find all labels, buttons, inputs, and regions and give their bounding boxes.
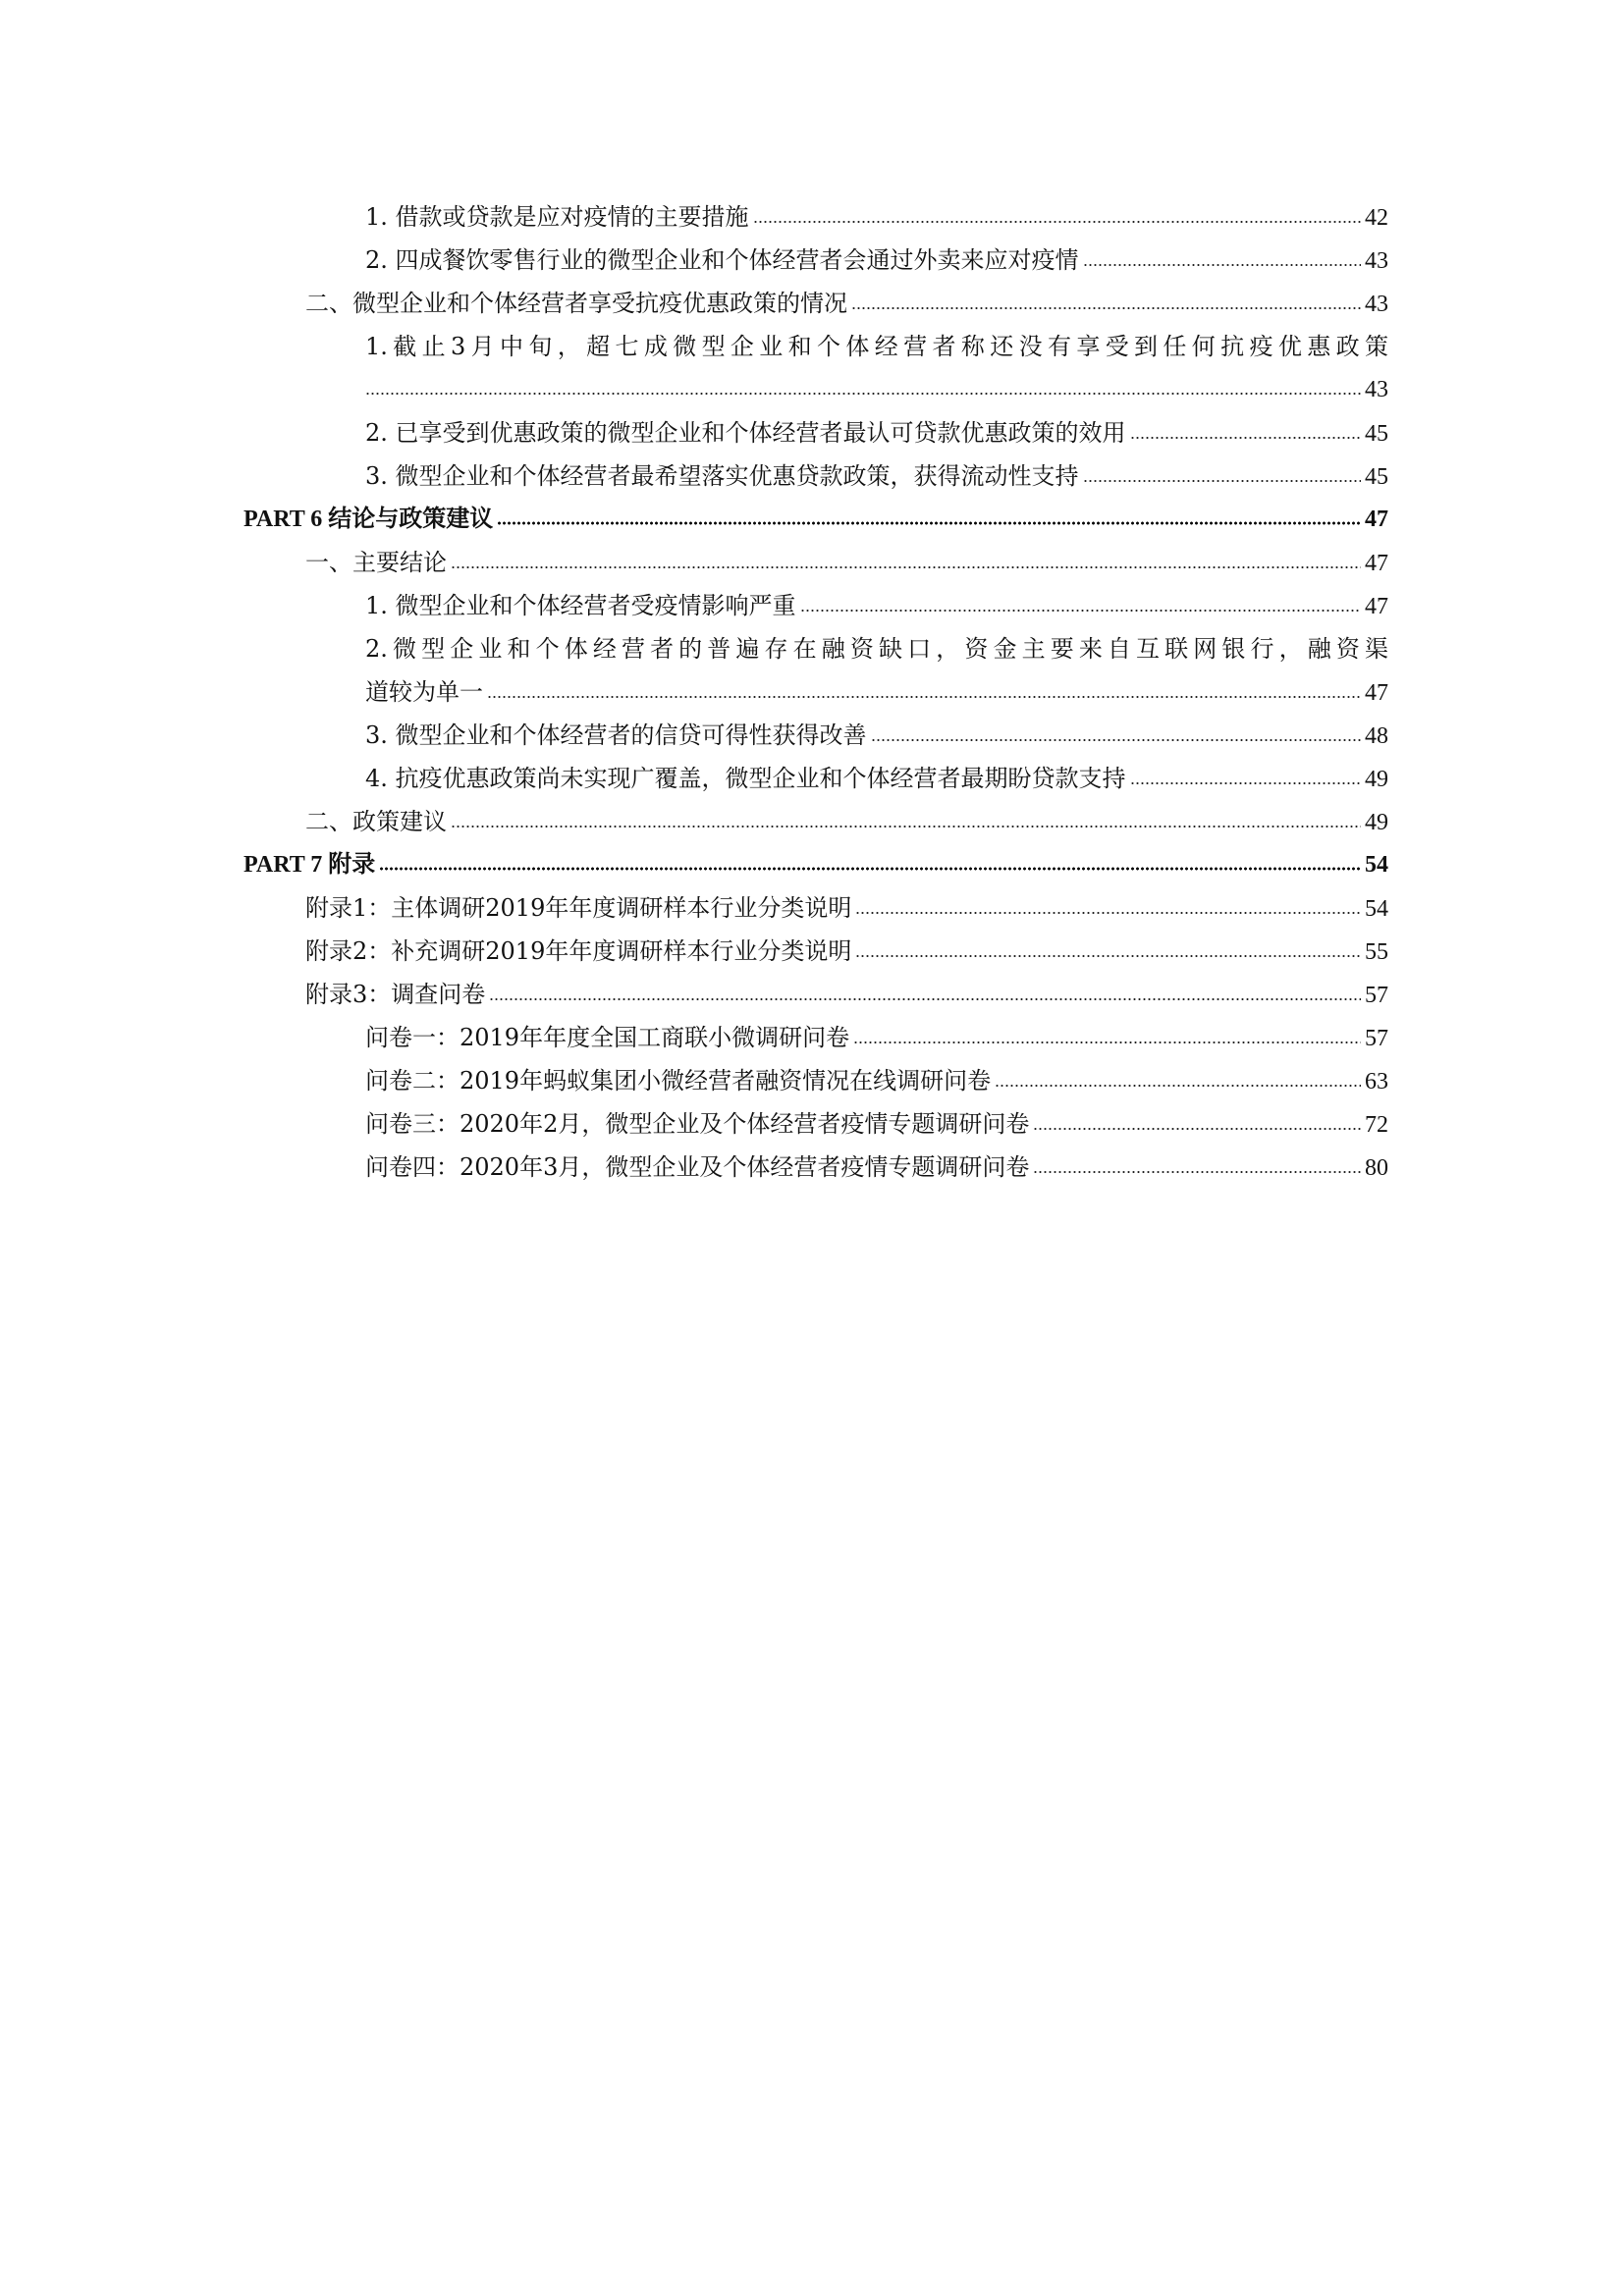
- toc-entry-title: 2. 四成餐饮零售行业的微型企业和个体经营者会通过外卖来应对疫情: [365, 246, 1079, 274]
- toc-part-entry[interactable]: [244, 500, 1388, 539]
- toc-entry-page: 54: [1365, 896, 1388, 922]
- leader-dots: [1083, 478, 1361, 484]
- leader-dots: [800, 608, 1361, 614]
- leader-dots: [487, 694, 1361, 700]
- toc-entry[interactable]: [305, 802, 1388, 841]
- toc-entry-title: 二、微型企业和个体经营者享受抗疫优惠政策的情况: [305, 290, 847, 317]
- toc-entry-page: 47: [1365, 594, 1388, 619]
- toc-entry-page: 54: [1365, 852, 1388, 878]
- toc-entry-page: 48: [1365, 723, 1388, 749]
- toc-entry-page: 43: [1365, 248, 1388, 274]
- toc-entry[interactable]: [365, 586, 1388, 625]
- toc-entry-continuation[interactable]: [365, 672, 1388, 712]
- toc-entry-title: 2.微型企业和个体经营者的普遍存在融资缺口，资金主要来自互联网银行，融资渠: [365, 635, 1388, 663]
- toc-entry-page: 55: [1365, 939, 1388, 965]
- leader-dots: [855, 953, 1361, 959]
- leader-dots: [1033, 1126, 1361, 1132]
- toc-part-entry[interactable]: [244, 845, 1388, 884]
- toc-entry[interactable]: [365, 240, 1388, 280]
- toc-entry[interactable]: [365, 1104, 1388, 1144]
- toc-entry-title: PART 7 附录: [244, 852, 376, 878]
- toc-entry[interactable]: [365, 197, 1388, 237]
- leader-dots: [851, 305, 1361, 311]
- toc-entry-page: 57: [1365, 983, 1388, 1008]
- leader-dots: [1130, 780, 1361, 786]
- leader-dots: [451, 564, 1361, 570]
- toc-entry-title: 问卷四：2020年3月，微型企业及个体经营者疫情专题调研问卷: [365, 1153, 1030, 1181]
- toc-entry-title: 1. 微型企业和个体经营者受疫情影响严重: [365, 592, 796, 619]
- toc-entry-title: PART 6 结论与政策建议: [244, 507, 494, 532]
- toc-entry-page: 63: [1365, 1069, 1388, 1095]
- toc-entry-title: 道较为单一: [365, 678, 483, 706]
- toc-entry[interactable]: [365, 413, 1388, 453]
- toc-entry-title: 附录3：调查问卷: [305, 981, 486, 1008]
- toc-entry-page: 49: [1365, 810, 1388, 835]
- toc-entry[interactable]: [365, 759, 1388, 798]
- toc-entry[interactable]: [305, 543, 1388, 582]
- toc-entry-title: 3. 微型企业和个体经营者最希望落实优惠贷款政策，获得流动性支持: [365, 462, 1079, 490]
- toc-entry-page: 47: [1365, 507, 1388, 532]
- toc-entry-page: 43: [1365, 292, 1388, 317]
- toc-entry[interactable]: [305, 284, 1388, 323]
- toc-entry-page: 45: [1365, 421, 1388, 447]
- toc-entry-page: 57: [1365, 1026, 1388, 1051]
- toc-entry-title: 一、主要结论: [305, 549, 447, 576]
- toc-entry-line[interactable]: [365, 629, 1388, 668]
- leader-dots: [451, 824, 1361, 829]
- toc-entry-page: 47: [1365, 551, 1388, 576]
- leader-dots: [1033, 1169, 1361, 1175]
- toc-entry-title: 问卷一：2019年年度全国工商联小微调研问卷: [365, 1024, 850, 1051]
- toc-entry[interactable]: [365, 456, 1388, 496]
- toc-entry-title: 2. 已享受到优惠政策的微型企业和个体经营者最认可贷款优惠政策的效用: [365, 419, 1126, 447]
- toc-entry-line[interactable]: [365, 327, 1388, 366]
- leader-dots: [365, 391, 1361, 397]
- toc-entry-continuation[interactable]: [365, 370, 1388, 409]
- leader-dots: [1083, 262, 1361, 268]
- leader-dots: [1130, 435, 1361, 441]
- toc-entry[interactable]: [305, 888, 1388, 928]
- toc-entry[interactable]: [305, 932, 1388, 971]
- toc-entry-title: 3. 微型企业和个体经营者的信贷可得性获得改善: [365, 721, 867, 749]
- toc-entry-page: 49: [1365, 767, 1388, 792]
- leader-dots: [871, 737, 1361, 743]
- toc-entry-page: 43: [1365, 377, 1388, 402]
- toc-entry-title: 问卷三：2020年2月，微型企业及个体经营者疫情专题调研问卷: [365, 1110, 1030, 1138]
- toc-entry-title: 1.截止3月中旬，超七成微型企业和个体经营者称还没有享受到任何抗疫优惠政策: [365, 333, 1388, 360]
- toc-entry-title: 附录1：主体调研2019年年度调研样本行业分类说明: [305, 894, 852, 922]
- toc-entry-page: 72: [1365, 1112, 1388, 1138]
- toc-entry[interactable]: [365, 1061, 1388, 1100]
- leader-dots: [855, 910, 1361, 916]
- toc-entry[interactable]: [365, 716, 1388, 755]
- leader-dots: [995, 1083, 1361, 1089]
- leader-dots: [489, 996, 1361, 1002]
- leader-dots: [379, 866, 1361, 872]
- toc-entry-title: 二、政策建议: [305, 808, 447, 835]
- leader-dots: [497, 520, 1361, 526]
- toc-entry-title: 1. 借款或贷款是应对疫情的主要措施: [365, 203, 749, 231]
- toc-entry-page: 47: [1365, 680, 1388, 706]
- toc-entry-title: 附录2：补充调研2019年年度调研样本行业分类说明: [305, 937, 852, 965]
- toc-entry[interactable]: [365, 1148, 1388, 1187]
- toc-entry-title: 4. 抗疫优惠政策尚未实现广覆盖，微型企业和个体经营者最期盼贷款支持: [365, 765, 1126, 792]
- leader-dots: [753, 219, 1361, 225]
- toc-entry-page: 80: [1365, 1155, 1388, 1181]
- leader-dots: [853, 1040, 1361, 1045]
- toc-entry-page: 45: [1365, 464, 1388, 490]
- toc-entry-title: 问卷二：2019年蚂蚁集团小微经营者融资情况在线调研问卷: [365, 1067, 992, 1095]
- toc-entry-page: 42: [1365, 205, 1388, 231]
- toc-entry[interactable]: [305, 975, 1388, 1014]
- toc-entry[interactable]: [365, 1018, 1388, 1057]
